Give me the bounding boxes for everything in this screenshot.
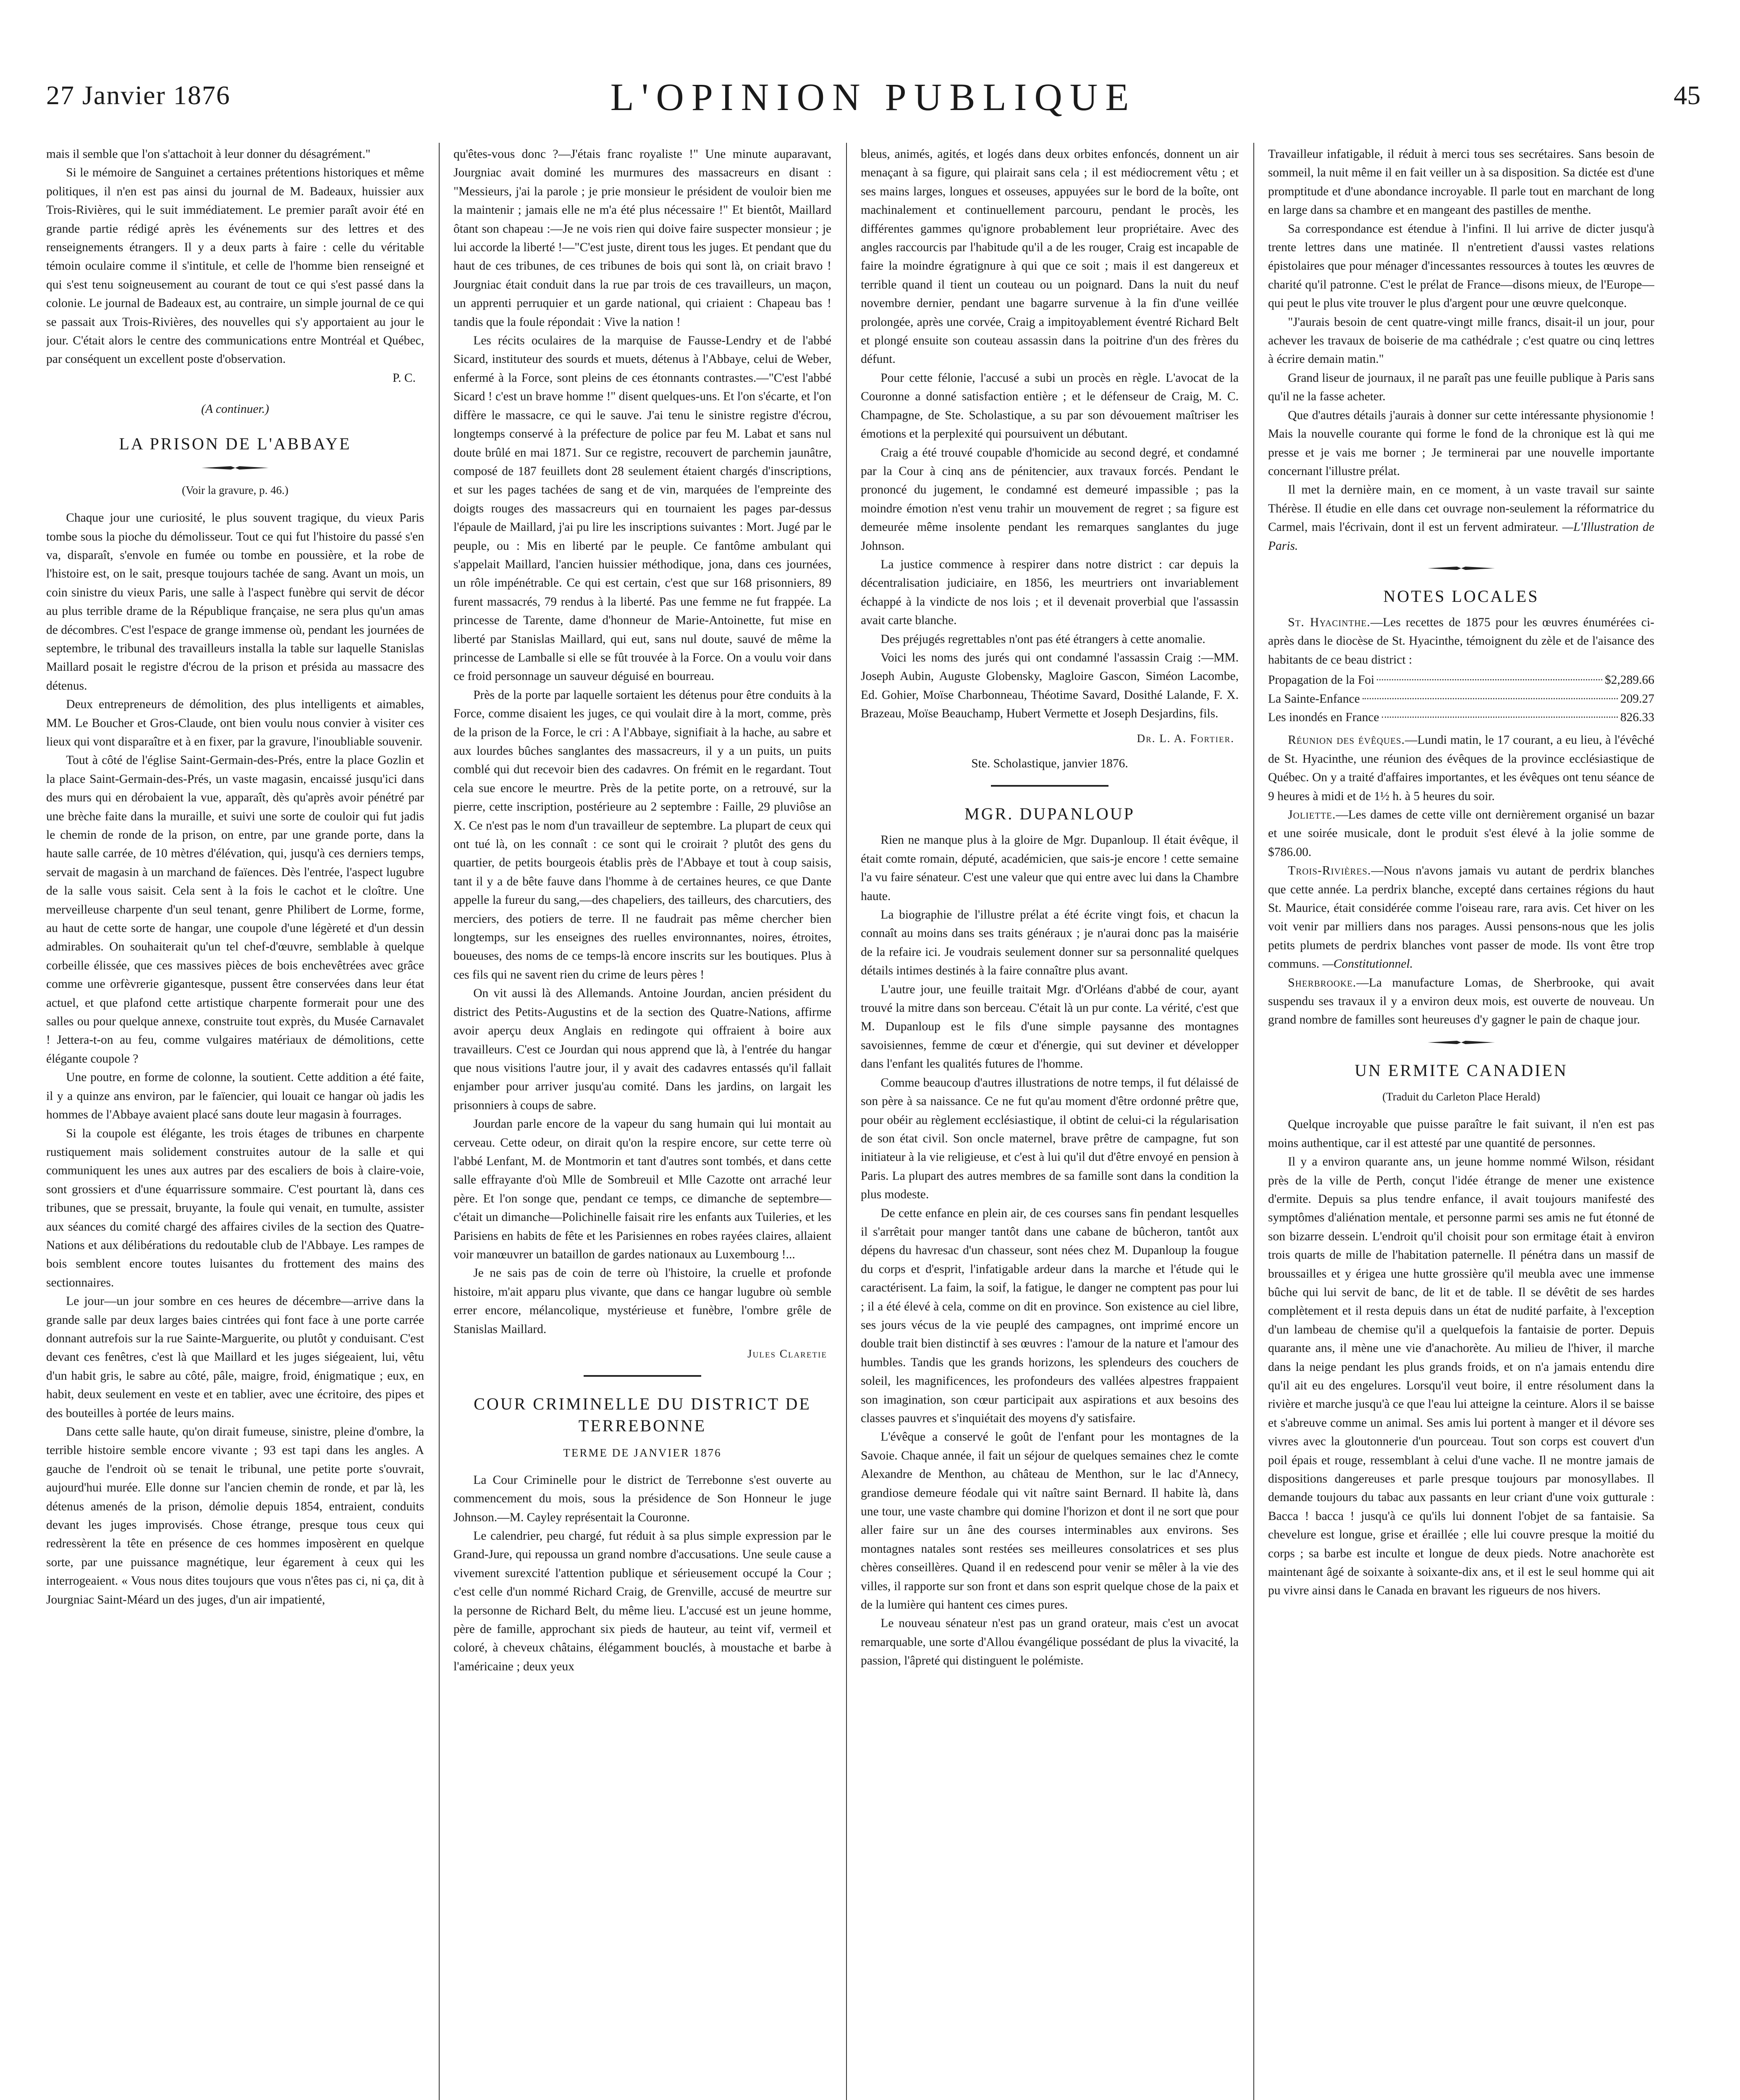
source-credit: —Constitutionnel. <box>1322 957 1413 971</box>
column-3 <box>861 145 1239 2100</box>
article-subheading: (Voir la gravure, p. 46.) <box>182 483 288 496</box>
entry-label: Propagation de la Foi <box>1268 673 1375 687</box>
dateline: Ste. Scholastique, janvier 1876. <box>971 757 1128 770</box>
ornament-divider <box>160 465 311 471</box>
paragraph: On vit aussi là des Allemands. Antoine Jourdan, ancien président du district des Petits-Augustins et de la section des Quatre-Nations, affirme avoir aperçu deux Anglais en redingote qui offraient à boire aux travailleurs. C'est ce Jourdan qui nous apprend que là, à l'entrée du hangar que nous visitions l'autre jour, il y avait des cadavres entassés qu'il fallait enjamber pour arriver jusqu'au comité. Dans les jardins, on largait les prisonniers à coups de sabre. <box>453 987 831 1112</box>
leader-dots <box>1377 679 1602 680</box>
headline-notes-locales: NOTES LOCALES <box>1383 586 1539 606</box>
note-place: Trois-Rivières. <box>1288 864 1371 878</box>
paragraph: "J'aurais besoin de cent quatre-vingt mille francs, disait-il un jour, pour achever les travaux de boiserie de ma cathédrale ; c'est quatre ou cinq lettres à écrire demain matin." <box>1268 315 1654 366</box>
paragraph: La biographie de l'illustre prélat a été écrite vingt fois, et chacun la connaît au moins dans ses traits généraux ; je n'aurai donc pas la maisérie de la refaire ici. Je voudrais seulement donner sur sa personnalité quelques détails intimes destinés à la faire connaître plus avant. <box>861 908 1239 978</box>
paragraph: Grand liseur de journaux, il ne paraît pas une feuille publique à Paris sans qu'il ne la fasse acheter. <box>1268 371 1654 404</box>
local-note <box>1268 806 1654 861</box>
paragraph: Il y a environ quarante ans, un jeune homme nommé Wilson, résidant près de la ville de Perth, conçut l'idée étrange de mener une existence d'ermite. Depuis sa plus tendre enfance, il avait toujours manifesté des symptômes d'aliénation mentale, et personne parmi ses amis ne fut étonné de son bizarre dessein. L'endroit qu'il choisit pour son ermitage était à environ trois quarts de mille de l'habitation paternelle. Il pénétra dans un massif de broussailles et y érigea une hutte grossière qu'il meubla avec une immense bûche qui lui servit de banc, de lit et de table. Il se dévêtit de ses hardes complètement et il resta depuis dans un état de nudité parfaite, à l'exception d'un lambeau de chemise qu'il a quelquefois la fantaisie de porter. Depuis quarante ans, il mène une vie d'anachorète. Au milieu de l'hiver, il marche dans la neige pendant les plus grands froids, et on n'a jamais entendu dire qu'il ait eu des engelures. Lorsqu'il veut boire, il entre résolument dans la rivière et marche jusqu'à ce que l'eau lui atteigne la ceinture. Alors il se baisse et s'abreuve comme un animal. Ses amis lui portent à manger et il dévore ses vivres avec la gloutonnerie d'un pourceau. Tout son corps est couvert d'un poil épais et rouge, ressemblant à celui d'une vache. Il ne montre jamais de dispositions dangereuses et parle presque toujours par monosyllabes. Il demande toujours du tabac aux passants en leur criant d'une voix gutturale : Bacca ! bacca ! jusqu'à ce qu'ils lui donnent l'objet de sa fantaisie. Sa chevelure est longue, grise et éraillée ; elle lui couvre presque la moitié du corps ; sa barbe est inculte et longue de deux pieds. Notre anachorète est maintenant âgé de soixante à soixante-dix ans, et il est le seul homme qui ait pu vivre ainsi dans le Canada en bravant les rigueurs de nos hivers. <box>1268 1155 1654 1598</box>
paragraph: Dans cette salle haute, qu'on dirait fumeuse, sinistre, pleine d'ombre, la terrible histoire semble encore vivante ; 93 est tapi dans les angles. A gauche de l'endroit où se tenait le tribunal, une petite porte s'ouvrait, aujourd'hui murée. Elle donne sur l'ancien chemin de ronde, et par là, les détenus amenés de la prison, démolie depuis 1854, entraient, conduits devant les juges improvisés. Chose étrange, presque tous ceux qui redressèrent la tête en présence de ces hommes imposèrent en quelque sorte, par une puissance magnétique, leur égarement à ceux qui les interrogeaient. « Vous nous dites toujours que vous n'êtes pas ci, ni ça, dit à Jourgniac Saint-Méard un des juges, d'un air impatienté, <box>46 1425 424 1606</box>
paragraph: Une poutre, en forme de colonne, la soutient. Cette addition a été faite, il y a quinze ans environ, par le faïencier, qui louait ce hangar où jadis les hommes de l'Abbaye avaient placé sans doute leur magasin à fourrages. <box>46 1071 424 1122</box>
ornament-divider <box>1386 1040 1537 1045</box>
note-place: Sherbrooke. <box>1288 976 1357 990</box>
column-1 <box>46 145 424 2100</box>
paragraph: Comme beaucoup d'autres illustrations de notre temps, il fut délaissé de son père à sa naissance. Ce ne fut qu'au moment d'être ordonné prêtre que, pour obéir au règlement ecclésiastique, il obtint de celui-ci la régularisation de son état civil. Son oncle maternel, brave prêtre de campagne, fut son initiateur à la vie religieuse, et c'est à lui qu'il dut d'être envoyé en pension à Paris. La plupart des autres membres de sa famille sont dans la condition la plus modeste. <box>861 1076 1239 1202</box>
newspaper-title: L'OPINION PUBLIQUE <box>610 76 1137 118</box>
note-place: Réunion des évêques. <box>1288 733 1405 747</box>
entry-amount: $2,289.66 <box>1605 673 1654 687</box>
column-2 <box>453 145 831 2100</box>
article-subheading: TERME DE JANVIER 1876 <box>563 1446 722 1460</box>
note-text: —Lundi matin, le 17 courant, a eu lieu, à l'évêché de St. Hyacinthe, une réunion des évêques de la province ecclésiastique de Québec. On y a traité d'affaires importantes, et les évêques ont tenu séance de 9 heures à midi et de 1½ h. à 5 heures du soir. <box>1268 733 1654 803</box>
column-rule <box>1253 143 1254 2100</box>
entry-amount: 209.27 <box>1620 692 1654 706</box>
paragraph: Travailleur infatigable, il réduit à merci tous ses secrétaires. Sans besoin de sommeil, la nuit même il en fait veiller un à sa disposition. Sa dictée est d'une promptitude et d'une abondance incroyable. Il parle tout en marchant de long en large dans sa chambre et en mangeant des pastilles de menthe. <box>1268 147 1654 217</box>
paragraph: Quelque incroyable que puisse paraître le fait suivant, il n'en est pas moins authentique, car il est attesté par une quantité de personnes. <box>1268 1118 1654 1150</box>
paragraph: Si la coupole est élégante, les trois étages de tribunes en charpente rustiquement mais solidement construites autour de la salle et qui communiquent les unes aux autres par des escaliers de bois à claire-voie, sont grossiers et d'une équarrissure sommaire. C'est pourtant là, dans ces tribunes, que se pressait, bruyante, la foule qui venait, en tumulte, assister aux séances du comité chargé des affaires civiles de la section des Quatre-Nations et aux délibérations du redoutable club de l'Abbaye. Les rampes de bois semblent encore toutes luisantes du frottement des mains des sectionnaires. <box>46 1126 424 1289</box>
note-text: —La manufacture Lomas, de Sherbrooke, qui avait suspendu ses travaux il y a environ deux mois, est ouverte de nouveau. Un grand nombre de familles sont heureuses d'y gagner le pain de chaque jour. <box>1268 976 1654 1027</box>
paragraph: Sa correspondance est étendue à l'infini. Il lui arrive de dicter jusqu'à trente lettres dans une matinée. Il n'entretient d'aussi vastes relations épistolaires que pour ménager d'incessantes ressources à toutes les œuvres de charité qu'il patronne. C'est le prélat de France—disons mieux, de l'Europe—qui peut le plus vite trouver le plus d'argent pour une œuvre quelconque. <box>1268 222 1654 310</box>
paragraph: Le jour—un jour sombre en ces heures de décembre—arrive dans la grande salle par deux larges baies cintrées qui font face à une porte carrée donnant autrefois sur la rue Sainte-Marguerite, ou plutôt y conduisant. C'est devant ces fenêtres, c'est là que Maillard et les juges siégeaient, lui, vêtu d'un habit gris, le sabre au côté, pâle, maigre, froid, énigmatique ; eux, en habit, deux seulement en veste et en tablier, avec une écritoire, des pipes et des bouteilles à portée de leurs mains. <box>46 1294 424 1420</box>
headline-prison-abbaye: LA PRISON DE L'ABBAYE <box>119 434 351 453</box>
article-signature: Dr. L. A. Fortier. <box>1137 732 1234 745</box>
paragraph: L'évêque a conservé le goût de l'enfant pour les montagnes de la Savoie. Chaque année, il fait un séjour de quelques semaines chez le comte Alexandre de Menthon, au château de Menthon, sur le lac d'Annecy, grandiose demeure féodale qui vit naître saint Bernard. Il habite là, dans une tour, une vaste chambre qui domine l'horizon et dont il ne sort que pour aller faire sur un âne des courses interminables aux environs. Ses montagnes natales sont restées ses meilleures consolatrices et ses plus chères conseillères. Quand il en redescend pour venir se mêler à la vie des villes, il rapporte sur son front et dans son esprit quelque chose de la paix et de la lumière qui hantent ces cimes pures. <box>861 1430 1239 1612</box>
note-text: —Les recettes de 1875 pour les œuvres énumérées ci-après dans le diocèse de St. Hyacinthe, témoignent du zèle et de l'aisance des habitants de ce beau district : <box>1268 615 1654 667</box>
paragraph: Deux entrepreneurs de démolition, des plus intelligents et aimables, MM. Le Boucher et Gros-Claude, ont bien voulu nous convier à visiter ces lieux qui vont disparaître et à en fixer, par la gravure, l'inoubliable souvenir. <box>46 698 424 748</box>
article-subheading: (Traduit du Carleton Place Herald) <box>1382 1090 1540 1103</box>
ornament-divider <box>974 783 1125 789</box>
paragraph: Je ne sais pas de coin de terre où l'histoire, la cruelle et profonde histoire, m'ait apparu plus vivante, que dans ce hangar lugubre où semble errer encore, mélancolique, mystérieuse et funèbre, l'ombre grêle de Stanislas Maillard. <box>453 1266 831 1336</box>
receipts-list <box>1268 671 1654 727</box>
headline-mgr-dupanloup: MGR. DUPANLOUP <box>964 804 1135 824</box>
note-text: —Les dames de cette ville ont dernièrement organisé un bazar et une soirée musicale, dont le produit s'est élevé à la jolie somme de $786.00. <box>1268 808 1654 859</box>
paragraph: Des préjugés regrettables n'ont pas été étrangers à cette anomalie. <box>880 632 1205 646</box>
receipt-entry <box>1268 671 1654 689</box>
receipt-entry <box>1268 690 1654 708</box>
paragraph <box>1268 480 1654 555</box>
masthead <box>46 71 1701 126</box>
paragraph: Chaque jour une curiosité, le plus souvent tragique, du vieux Paris tombe sous la pioche du démolisseur. Tout ce qui fut l'histoire du passé s'en va, disparaît, s'envole en fumée ou tombe en poussière, et la robe de l'histoire est, on le sait, presque toujours tachée de sang. Avant un mois, un coin sinistre du vieux Paris, une salle à l'aspect funèbre qui servit de décor au plus terrible drame de la République française, ne sera plus qu'un amas de décombres. C'est l'espace de grange immense où, pendant les journées de septembre, le tribunal des travailleurs installa la table sur laquelle Stanislas Maillard posait le registre d'écrou de la prison et présida au massacre des détenus. <box>46 511 424 693</box>
paragraph: bleus, animés, agités, et logés dans deux orbites enfoncés, donnent un air menaçant à sa figure, qui plairait sans cela ; il est médiocrement vêtu ; et ses mains larges, longues et osseuses, appuyées sur le bord de la boîte, ont machinalement et continuellement parcouru, pendant le procès, les différentes gammes qu'ignore probablement leur propriétaire. Avec des angles raccourcis par l'habitude qu'il a de les rouger, Craig est incapable de faire la moindre égratignure à qui que ce soit ; mais il est dangereux et terrible quand il tient un couteau ou un poignard. Dans la nuit du neuf novembre dernier, pendant une bagarre survenue à la fin d'une veillée prolongée, après une corvée, Craig a impitoyablement éventré Richard Belt et plongé ensuite son couteau assassin dans la poitrine d'un des frères du défunt. <box>861 147 1239 366</box>
entry-label: Les inondés en France <box>1268 710 1379 724</box>
article-signature: P. C. <box>393 371 416 385</box>
issue-date: 27 Janvier 1876 <box>46 80 231 110</box>
receipt-entry <box>1268 708 1654 727</box>
paragraph: Pour cette félonie, l'accusé a subi un procès en règle. L'avocat de la Couronne a donné satisfaction entière ; et le défenseur de Craig, M. C. Champagne, de Ste. Scholastique, a su par son dévouement maîtriser les émotions et la perplexité qui poursuivent un débutant. <box>861 371 1239 441</box>
note-place: Joliette. <box>1288 808 1336 822</box>
article-signature: Jules Claretie <box>747 1347 827 1360</box>
headline-cour-criminelle: COUR CRIMINELLE DU DISTRICT DE TERREBONNE <box>474 1394 811 1436</box>
paragraph: Près de la porte par laquelle sortaient les détenus pour être conduits à la Force, comme disaient les juges, ce qui voulait dire à la mort, comme, près de la prison de la Force, le cri : A l'Abbaye, signifiait à la hache, au sabre et aux lourdes bûches sanglantes des massacreurs, il y a un puits, un puits comblé qui dut recevoir bien des cadavres. On frémit en le regardant. Tout cela sue encore le meurtre. Près de la petite porte, on a retrouvé, sur la pierre, cette inscription, postérieure au 2 septembre : Faille, 29 pluviôse an X. Ce n'est pas le nom d'un travailleur de septembre. La plupart de ceux qui ont tué là, on les connaît : ce sont qui le croirait ? plutôt des gens du quartier, de petits bourgeois établis près de l'Abbaye et tout à coup saisis, tant il y a de bête fauve dans l'homme à de certaines heures, ce que Dante appelle la fureur du sang,—des chapeliers, des tailleurs, des charcutiers, des merciers, des potiers de terre. Il ne faudrait pas même chercher bien longtemps, sur les enseignes des ruelles environnantes, noires, étroites, boueuses, des noms de ce temps-là encore inscrits sur les boutiques. Plus à ces fils qui ne savent rien du crime de leurs pères ! <box>453 688 831 982</box>
leader-dots <box>1382 717 1618 718</box>
local-note <box>1268 861 1654 973</box>
leader-dots <box>1363 698 1618 699</box>
paragraph: Jourdan parle encore de la vapeur du sang humain qui lui montait au cerveau. Cette odeur, on dirait qu'on la respire encore, sur cette terre où l'abbé Lenfant, M. de Montmorin et tant d'autres sont tombés, et dans cette salle effrayante d'où Mlle de Sombreuil et Mlle Cazotte ont arraché leur père. Et l'on songe que, pendant ce temps, ce dimanche de septembre—c'était un dimanche—Polichinelle faisait rire les enfants aux Tuileries, et les Parisiens en habits de fête et les Parisiennes en robes rayées claires, allaient voir manœuvrer un bataillon de gardes nationaux au Luxembourg !... <box>453 1117 831 1261</box>
ornament-divider <box>1386 565 1537 571</box>
note-place: St. Hyacinthe. <box>1288 615 1371 629</box>
local-note <box>1268 974 1654 1029</box>
entry-amount: 826.33 <box>1620 710 1654 724</box>
paragraph: Le calendrier, peu chargé, fut réduit à sa plus simple expression par le Grand-Jure, qui repoussa un grand nombre d'accusations. Une seule cause a vivement surexcité l'attention publique et sérieusement occupé la Cour ; c'est celle d'un nommé Richard Craig, de Grenville, accusé de meurtre sur la personne de Richard Belt, du même lieu. L'accusé est un jeune homme, père de famille, approchant six pieds de hauteur, au teint vif, vermeil et coloré, à cheveux châtains, élégamment bouclés, à moustache et barbe à l'américaine ; deux yeux <box>453 1529 831 1673</box>
paragraph: Rien ne manque plus à la gloire de Mgr. Dupanloup. Il était évêque, il était comte romain, député, académicien, que sais-je encore ! cette semaine l'a vu faire sénateur. C'est une valeur que qui entre avec lui dans la Chambre haute. <box>861 833 1239 903</box>
paragraph: Tout à côté de l'église Saint-Germain-des-Prés, entre la place Gozlin et la place Saint-Germain-des-Prés, un vaste magasin, encaissé jusqu'ici dans des murs qui en dérobaient la vue, apparaît, dès qu'après avoir pénétré par une brèche faite dans la muraille, et suivi une sorte de couloir qui fut jadis le chemin de ronde de la prison, on entre, par une grande porte, dans la haute salle carrée, de 10 mètres d'élévation, qui, jusqu'à ces derniers temps, servait de magasin à un marchand de faïences. Dès l'entrée, l'aspect lugubre de la salle vous saisit. Cela sent à la fois le cachot et le cloître. Une merveilleuse charpente d'un seul tenant, genre Philibert de Lorme, forme, au haut de cette sorte de hangar, une coupole d'une légèreté et d'un dessin admirables. On souhaiterait qu'un tel chef-d'œuvre, semblable à quelque corbeille élissée, que ces massives pièces de bois enchevêtrées avec grâce comme une orfèvrerie gigantesque, pussent être conservées dans leur état actuel, et que plafond cette artistique charpente formerait pour une des salles ou pour quelque annexe, construite tout exprès, du Musée Carnavalet ! Jettera-t-on au feu, comme vulgaires matériaux de démolitions, cette élégante coupole ? <box>46 753 424 1066</box>
paragraph-text: Il met la dernière main, en ce moment, à un vaste travail sur sainte Thérèse. Il étudie en elle dans cet ouvrage non-seulement la réformatrice du Carmel, mais l'écrivain, dont il est un fervent admirateur. <box>1268 483 1654 534</box>
paragraph: La justice commence à respirer dans notre district : car depuis la décentralisation judiciaire, en 1856, les meurtriers ont invariablement échappé à la vindicte de nos lois ; et il devenait proverbial que l'assassin avait carte blanche. <box>861 557 1239 627</box>
source-credit: —L'Illustration de Paris. <box>1268 520 1654 553</box>
local-note <box>1268 731 1654 806</box>
page-number: 45 <box>1674 80 1701 110</box>
column-rule <box>439 143 440 2100</box>
paragraph: mais il semble que l'on s'attachoit à leur donner du désagrément." <box>46 147 371 161</box>
to-be-continued: (A continuer.) <box>201 402 269 416</box>
paragraph: Le nouveau sénateur n'est pas un grand orateur, mais c'est un avocat remarquable, une sorte d'Allou évangélique possédant de plus la vivacité, la passion, l'âpreté qui distinguent le polémiste. <box>861 1617 1239 1668</box>
local-note <box>1268 613 1654 669</box>
column-4 <box>1268 145 1654 2100</box>
paragraph: Les récits oculaires de la marquise de Fausse-Lendry et de l'abbé Sicard, instituteur des sourds et muets, détenus à l'Abbaye, celui de Weber, enfermé à la Force, sont pleins de ces étonnants contrastes.—"C'est l'abbé Sicard ! c'est un brave homme !" disent quelques-uns. Et l'on s'écarte, et l'on diffère le massacre, ce qui le sauve. J'ai tenu le sinistre registre d'écrou, longtemps conservé à la préfecture de police par feu M. Labat et sans nul doute brûlé en mai 1871. Sur ce registre, recouvert de parchemin jaunâtre, composé de 187 feuillets dont 28 seulement étaient chargés d'inscriptions, et sur les pages tachées de sang et de vin, marquées de l'empreinte des doigts rouges des massacreurs qui en tournaient les pages par-dessus l'épaule de Maillard, j'ai pu lire les inscriptions suivantes : Mort. Jugé par le peuple, ou : Mis en liberté par le peuple. Ce fantôme ambulant qui s'appelait Maillard, l'ancien huissier méthodique, jona, dans ces journées, un rôle impénétrable. Ce qui est certain, c'est que sur 168 prisonniers, 89 furent massacrés, 79 rendus à la liberté. Pas une femme ne fut frappée. La princesse de Tarente, dame d'honneur de Marie-Antoinette, fut mise en liberté par Stanislas Maillard, qui eut, sans nul doute, sauvé de même la princesse de Lamballe si elle se fût trouvée à la Force. On a voulu voir dans ce froid personnage un sauveur déguisé en bourreau. <box>453 334 831 683</box>
paragraph: La Cour Criminelle pour le district de Terrebonne s'est ouverte au commencement du mois, sous la présidence de Son Honneur le juge Johnson.—M. Cayley représentait la Couronne. <box>453 1473 831 1524</box>
entry-label: La Sainte-Enfance <box>1268 692 1360 706</box>
paragraph: L'autre jour, une feuille traitait Mgr. d'Orléans d'abbé de cour, ayant trouvé la mitre dans son berceau. C'était là un pur conte. La vérité, c'est que M. Dupanloup est le fils d'une simple paysanne des montagnes savoisiennes, femme de cœur et d'énergie, qui sut deviner et développer dans l'enfant les qualités futures de l'homme. <box>861 982 1239 1071</box>
paragraph: De cette enfance en plein air, de ces courses sans fin pendant lesquelles il s'arrêtait pour manger tantôt dans une cabane de bûcheron, tantôt aux dépens du havresac d'un chasseur, sont nées chez M. Dupanloup la fougue du corps et d'esprit, l'infatigable ardeur dans la marche et l'étude qui le caractérisent. La faim, la soif, la fatigue, le danger ne comptent pas pour lui ; il a été élevé à cela, comme on dit en province. Son existence au ciel libre, ses jours vécus de la vie peuplé des campagnes, ont imprimé encore un double trait bien distinctif à ses œuvres : l'amour de la nature et l'amour des humbles. Tandis que les grands horizons, les splendeurs des couchers de soleil, les magnificences, les profondeurs des vallées alpestres frappaient son imagination, son cœur participait aux aspirations et aux besoins des classes pauvres et s'inquiétait des moyens d'y satisfaire. <box>861 1206 1239 1425</box>
column-rule <box>846 143 847 2100</box>
note-text: —Nous n'avons jamais vu autant de perdrix blanches que cette année. La perdrix blanche, excepté dans certaines régions du haut St. Maurice, était considérée comme l'oiseau rare, rara avis. Cet hiver on les voit venir par milliers dans nos parages. Aussi pensons-nous que les jolis petits plumets de perdrix blanches vont passer de mode. Ils vont être trop communs. <box>1268 864 1654 971</box>
paragraph: Si le mémoire de Sanguinet a certaines prétentions historiques et même politiques, il n'en est pas ainsi du journal de M. Badeaux, huissier aux Trois-Rivières, qui le suit immédiatement. Le premier paraît avoir été en grande partie rédigé après les événements sur des lettres et des renseignements étrangers. Il y a deux parts à faire : celle du véritable témoin oculaire comme il s'intitule, et celle de l'homme bien renseigné et qui s'est tenu soigneusement au courant de tout ce qui s'est passé dans la colonie. Le journal de Badeaux est, au contraire, un simple journal de ce qui se passait aux Trois-Rivières, des nouvelles qui s'y apportaient au jour le jour. C'était alors le centre des communications entre Montréal et Québec, par conséquent un excellent poste d'observation. <box>46 166 424 366</box>
paragraph: Craig a été trouvé coupable d'homicide au second degré, et condamné par la Cour à cinq ans de pénitencier, aux travaux forcés. Pendant le prononcé du jugement, le condamné est demeuré impassible ; pas la moindre émotion n'est venu trahir un mouvement de regret ; sa figure est demeurée même insolente pendant les remarques sanglantes du juge Johnson. <box>861 446 1239 553</box>
paragraph: Voici les noms des jurés qui ont condamné l'assassin Craig :—MM. Joseph Aubin, Auguste Globensky, Magloire Gascon, Siméon Lacombe, Ed. Gohier, Moïse Charbonneau, Théotime Savard, Dosithé Lalande, F. X. Brazeau, Moïse Beauchamp, Hubert Vermette et Joseph Desjardins, fils. <box>861 651 1239 721</box>
ornament-divider <box>567 1373 718 1379</box>
headline-ermite-canadien: UN ERMITE CANADIEN <box>1355 1060 1568 1080</box>
paragraph: qu'êtes-vous donc ?—J'étais franc royaliste !" Une minute auparavant, Jourgniac avait dominé les murmures des massacreurs en disant : "Messieurs, j'ai la parole ; je prie monsieur le président de vouloir bien me la maintenir ; jamais elle ne m'a été plus nécessaire !" Et bientôt, Maillard ôtant son chapeau :—Je ne vois rien qui doive faire suspecter monsieur ; je lui accorde la liberté !—"C'est juste, dirent tous les juges. Et pendant que du haut de ces tribunes, de ces tribunes de bois qui sont là, on criait bravo ! Jourgniac était conduit dans la rue par trois de ces travailleurs, un maçon, un apprenti perruquier et un garde national, qui criaient : Chapeau bas ! tandis que la foule répondait : Vive la nation ! <box>453 147 831 329</box>
paragraph: Que d'autres détails j'aurais à donner sur cette intéressante physionomie ! Mais la nouvelle courante qui forme le fond de la chronique est là qui me presse et je vais me borner ; Je terminerai par une nouvelle importante concernant l'illustre prélat. <box>1268 408 1654 478</box>
